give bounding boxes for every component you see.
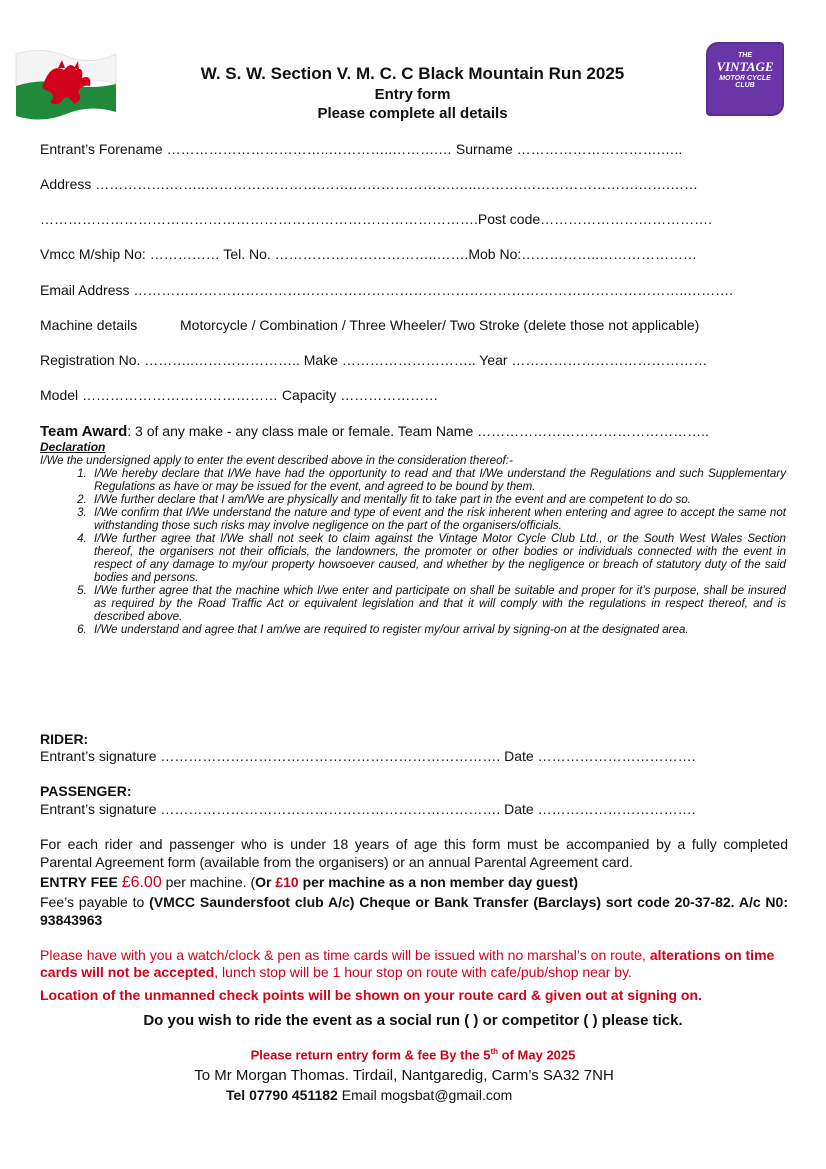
forename-surname-field[interactable]: Entrant’s Forename ……………………………..…………..……….… Surname ………………………….….. [40, 141, 683, 157]
team-award-text: : 3 of any make - any class male or female. Team Name ………………………………………….. [127, 423, 709, 439]
page-subtitle: Entry form [374, 86, 451, 103]
logo-text-the: THE [738, 52, 752, 59]
payment-details [40, 893, 788, 929]
return-deadline [0, 1047, 826, 1062]
page-instruction: Please complete all details [317, 105, 508, 122]
postal-address: To Mr Morgan Thomas. Tirdail, Nantgaredig, Carm’s SA32 7NH [194, 1067, 614, 1084]
declaration-intro: I/We the undersigned apply to enter the event described above in the consideration thereof:- [40, 454, 513, 467]
parental-agreement-note: For each rider and passenger who is under 18 years of age this form must be accompanied by a fully completed Parental Agreement form (available from the organisers) or an annual Parental Agreement card. [40, 836, 788, 870]
declaration-item: 6. I/We understand and agree that I am/we are required to register my/our arrival by signing-on at the designated area. [90, 623, 786, 636]
page-title: W. S. W. Section V. M. C. C Black Mountain Run 2025 [200, 64, 625, 83]
return-date: of May 2025 [498, 1047, 576, 1063]
declaration-item: 5. I/We further agree that the machine which I/we enter and participate on shall be suitable and proper for it’s purpose, shall be insured as required by the Road Traffic Act or equivalent legislation and that it will comply with the regulations in respect thereof, and is described above. [90, 584, 786, 623]
declaration-item: 2. I/We further declare that I am/We are physically and mentally fit to take part in the event and are competent to do so. [90, 493, 786, 506]
payable-prefix: Fee’s payable to [40, 894, 150, 910]
return-text: Please return entry form & fee By the 5 [250, 1047, 491, 1063]
vmcc-logo [706, 42, 784, 116]
entry-fee-per: per machine. ( [161, 874, 256, 890]
time-card-rest: , lunch stop will be 1 hour stop on route with cafe/pub/shop near by. [214, 964, 632, 980]
contact-line [226, 1087, 512, 1103]
model-capacity-field[interactable]: Model …………………………………… Capacity ………………… [40, 387, 439, 403]
return-superscript: th [490, 1047, 499, 1056]
contact-email[interactable]: Email mogsbat@gmail.com [337, 1087, 513, 1103]
logo-text-vintage: VINTAGE [716, 59, 774, 74]
declaration-item: 1. I/We hereby declare that I/We have had the opportunity to read and that I/We understand the Regulations and such Supplementary Regulations as have or may be issued for the event, and agreed to be bound by them. [90, 467, 786, 493]
declaration-item: 4. I/We further agree that I/We shall not seek to claim against the Vintage Motor Cycle Club Ltd., or the South West Wales Section thereof, the organisers not their officials, the landowners, the promoter or other bodies or individuals connected with the event in respect of any damage to my/our property howsoever caused, and whether by the negligence or breach of statutory duty of the said bodies and persons. [90, 532, 786, 584]
social-run-question[interactable]: Do you wish to ride the event as a social run ( ) or competitor ( ) please tick. [143, 1012, 683, 1029]
team-award-label: Team Award [40, 423, 128, 440]
machine-details-label: Machine details [40, 317, 138, 333]
declaration-heading: Declaration [40, 440, 106, 454]
declaration-section [40, 441, 786, 636]
team-award-line[interactable] [40, 423, 709, 440]
entry-fee-label: ENTRY FEE [40, 874, 122, 890]
entry-fee-alt-text: per machine as a non member day guest) [298, 874, 579, 890]
registration-make-year-field[interactable]: Registration No. ………..………………….. Make ……………………….. Year …………………………………… [40, 352, 708, 368]
membership-phone-field[interactable]: Vmcc M/ship No: …………… Tel. No. ……………………………..…….Mob No:……………..………………… [40, 246, 698, 262]
passenger-signature-field[interactable]: Entrant’s signature ………………………………………………………………. Date ……………………………. [40, 801, 696, 817]
contact-telephone: Tel 07790 451182 [226, 1087, 338, 1103]
time-card-warning: alterations on time cards will not be accepted [40, 947, 775, 980]
entry-fee-amount: £6.00 [121, 874, 162, 891]
entry-fee-or: Or [255, 874, 276, 890]
declaration-item: 3. I/We confirm that I/We understand the nature and type of event and the risk inherent when entering and agree to accept the same not withstanding those such risks may involve negligence on the part of the organisers/officials. [90, 506, 786, 532]
address-field[interactable]: Address …………….……..…………………….…….………………….…..……….…………………….…….…… [40, 176, 699, 192]
postcode-field[interactable]: ………………………………………………………………………………….Post code………………………………. [40, 211, 713, 227]
entry-fee-line [40, 874, 578, 892]
rider-heading: RIDER: [40, 731, 89, 747]
logo-text-motor-cycle: MOTOR CYCLE [719, 75, 771, 82]
machine-type-options[interactable]: Motorcycle / Combination / Three Wheeler/ Two Stroke (delete those not applicable) [180, 317, 700, 333]
entry-fee-alt-amount: £10 [275, 874, 299, 890]
payable-text: (VMCC Saundersfoot club A/c) Cheque or Bank Transfer (Barclays) sort code 20-37-82. A/c N0: 93843963 [40, 894, 788, 928]
declaration-list [40, 467, 786, 636]
check-points-note: Location of the unmanned check points will be shown on your route card & given out at signing on. [40, 987, 702, 1003]
time-card-text: Please have with you a watch/clock & pen as time cards will be issued with no marshal’s on route, [40, 947, 650, 963]
welsh-flag-image [12, 48, 120, 120]
logo-text-club: CLUB [735, 82, 755, 89]
time-card-note [40, 947, 790, 981]
passenger-heading: PASSENGER: [40, 783, 132, 799]
rider-signature-field[interactable]: Entrant’s signature ………………………………………………………………. Date ……………………………. [40, 748, 696, 764]
email-field[interactable]: Email Address ………………………………………………………………………………………………………..………. [40, 282, 734, 298]
